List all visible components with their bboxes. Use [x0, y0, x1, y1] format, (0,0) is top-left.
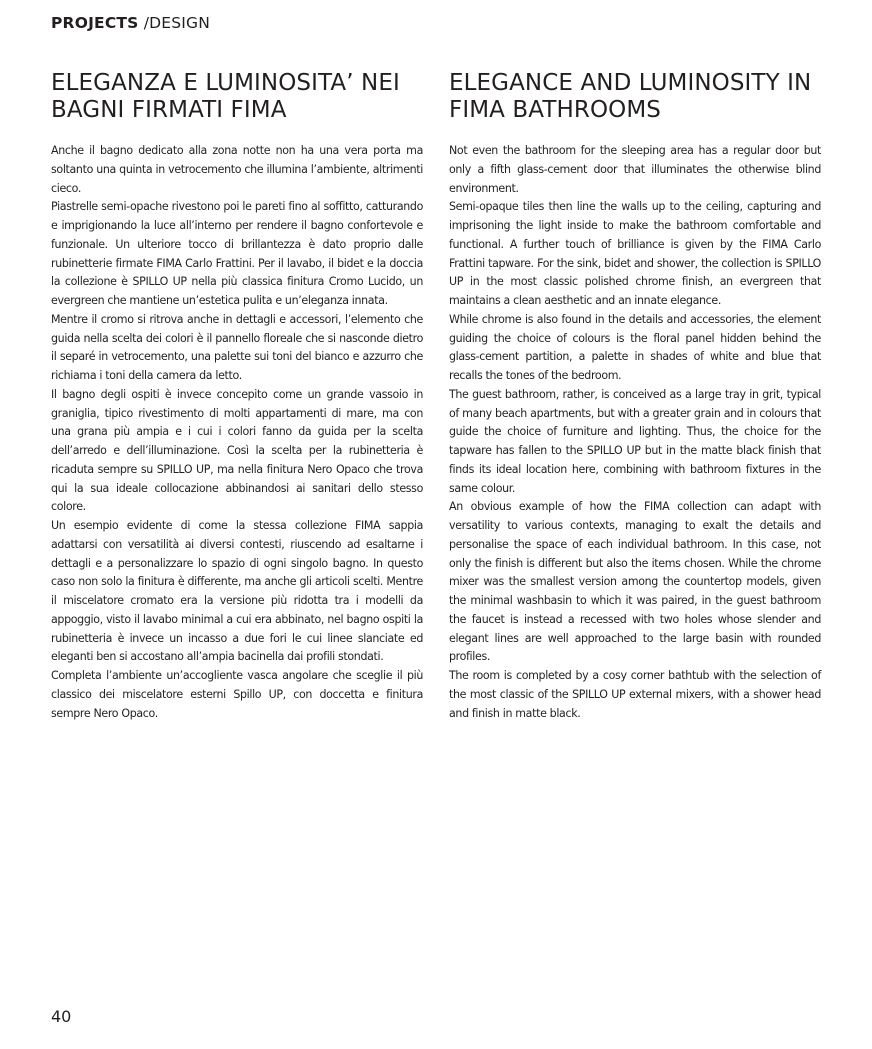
english-paragraph: Not even the bathroom for the sleeping area has a regular door but only a fifth glass-cement door that illuminates the otherwise blind environment.	[449, 144, 821, 195]
english-body	[449, 142, 821, 723]
italian-paragraph: Mentre il cromo si ritrova anche in dettagli e accessori, l’elemento che guida nella scelta dei colori è il pannello floreale che si nasconde dietro il separé in vetrocemento, una palette sui toni del bianco e azzurro che richiama i toni della camera da letto.	[51, 312, 423, 382]
italian-paragraph: Il bagno degli ospiti è invece concepito come un grande vassoio in graniglia, tipico rivestimento di molti appartamenti di mare, ma con una grana più ampia e i cui i colori fanno da guida per la scelta dell’arredo e dell’illuminazione. Così la scelta per la rubinetteria è ricaduta sempre su SPILLO UP, ma nella finitura Nero Opaco che trova qui la sua ideale collocazione abbinandosi ai sanitari dello stesso colore.	[51, 387, 423, 514]
italian-paragraph: Piastrelle semi-opache rivestono poi le pareti fino al soffitto, catturando e imprigionando la luce all’interno per rendere il bagno confortevole e funzionale. Un ulteriore tocco di brillantezza è dato proprio dalle rubinetterie firmate FIMA Carlo Frattini. Per il lavabo, il bidet e la doccia la collezione è SPILLO UP nella più classica finitura Cromo Lucido, un evergreen che mantiene un’estetica pulita e un’eleganza innata.	[51, 200, 423, 307]
italian-column	[51, 70, 423, 723]
section-breadcrumb	[51, 13, 210, 33]
english-paragraph: While chrome is also found in the details and accessories, the element guiding the choice of colours is the floral panel hidden behind the glass-cement partition, a palette in shades of white and blue that recalls the tones of the bedroom.	[449, 312, 821, 382]
subsection-name: /DESIGN	[143, 14, 211, 32]
italian-title: ELEGANZA E LUMINOSITA’ NEI BAGNI FIRMATI FIMA	[51, 70, 400, 123]
page-number: 40	[51, 1007, 72, 1026]
english-column	[449, 70, 821, 723]
english-title: ELEGANCE AND LUMINOSITY IN FIMA BATHROOMS	[449, 70, 812, 123]
italian-paragraph: Un esempio evidente di come la stessa collezione FIMA sappia adattarsi con versatilità ai diversi contesti, riuscendo ad esaltarne i dettagli e a personalizzare lo spazio di ogni singolo bagno. In questo caso non solo la finitura è differente, ma anche gli articoli scelti. Mentre il miscelatore cromato era la versione più ridotta tra i modelli da appoggio, visto il lavabo minimal a cui era abbinato, nel bagno ospiti la rubinetteria è invece un incasso a due fori le cui linee slanciate ed eleganti ben si accostano all’ampia bacinella dai profili stondati.	[51, 519, 423, 664]
english-paragraph: Semi-opaque tiles then line the walls up to the ceiling, capturing and imprisoning the light inside to make the bathroom comfortable and functional. A further touch of brilliance is given by the FIMA Carlo Frattini tapware. For the sink, bidet and shower, the collection is SPILLO UP in the most classic polished chrome finish, an evergreen that maintains a clean aesthetic and an innate elegance.	[449, 200, 821, 307]
english-paragraph: An obvious example of how the FIMA collection can adapt with versatility to various contexts, managing to exalt the details and personalise the space of each individual bathroom. In this case, not only the finish is different but also the items chosen. While the chrome mixer was the smallest version among the countertop models, given the minimal washbasin to which it was paired, in the guest bathroom the faucet is instead a recessed with two holes whose slender and elegant lines are well approached to the large basin with rounded profiles.	[449, 500, 821, 664]
english-paragraph: The room is completed by a cosy corner bathtub with the selection of the most classic of the SPILLO UP external mixers, with a shower head and finish in matte black.	[449, 669, 821, 720]
english-paragraph: The guest bathroom, rather, is conceived as a large tray in grit, typical of many beach apartments, but with a greater grain and in colours that guide the choice of furniture and lighting. Thus, the choice for the tapware has fallen to the SPILLO UP but in the matte black finish that finds its ideal location here, combining with bathroom fixtures in the same colour.	[449, 387, 821, 495]
italian-body	[51, 142, 423, 723]
italian-paragraph: Anche il bagno dedicato alla zona notte non ha una vera porta ma soltanto una quinta in vetrocemento che illumina l’ambiente, altrimenti cieco.	[51, 144, 423, 195]
section-name: PROJECTS	[51, 14, 139, 32]
italian-paragraph: Completa l’ambiente un’accogliente vasca angolare che sceglie il più classico dei miscelatore esterni Spillo UP, con doccetta e finitura sempre Nero Opaco.	[51, 669, 423, 720]
